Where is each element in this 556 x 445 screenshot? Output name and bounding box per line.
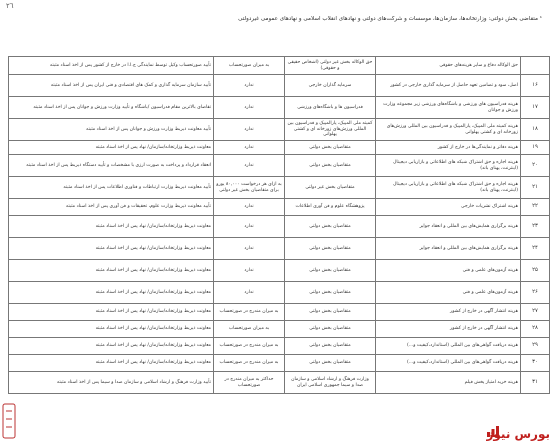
row-description: تأیید صورتحساب وکیل توسط نمایندگی ج.ا.ا در خارج از کشور پس از اخذ اسناد مثبته xyxy=(9,57,214,75)
row-payer: متقاضیان بخش دولتی xyxy=(285,260,376,282)
row-description: تقاضای بالاترین مقام فدراسیون /باشگاه و تأیید وزارت ورزش و جوانان پس از اخذ اسناد مثبته xyxy=(9,97,214,119)
row-title: حق الوکاله دفاع و سایر هزینه‌های حقوقی xyxy=(376,57,521,75)
row-number xyxy=(521,57,550,75)
row-title: هزینه برگزاری همایش‌های بین المللی و انعقاد جوایز xyxy=(376,216,521,238)
row-rate: به میزان مندرج در صورتحساب xyxy=(214,355,285,372)
row-number: ۱۹ xyxy=(521,141,550,155)
row-number: ۲۲ xyxy=(521,199,550,216)
row-rate: ندارد xyxy=(214,97,285,119)
logo-text: بورس نیوز xyxy=(486,427,550,441)
row-rate: ندارد xyxy=(214,216,285,238)
row-payer: سرمایه گذاران خارجی xyxy=(285,75,376,97)
row-description: تأیید معاونت ذیربط وزارت ورزش و جوانان پس از اخذ اسناد مثبته xyxy=(9,119,214,141)
row-number: ۱۸ xyxy=(521,119,550,141)
row-rate: ندارد xyxy=(214,199,285,216)
row-title: هزینه اجاره و حق اشتراک شبکه های اطلاعاتی و بازاریابی دیجیتال (اینترنت، پهنای باند) xyxy=(376,177,521,199)
row-number: ۱۷ xyxy=(521,97,550,119)
table-row xyxy=(9,238,550,260)
row-number: ۲۱ xyxy=(521,177,550,199)
row-title: هزینه دفاتر و نمایندگی‌ها در خارج از کشور xyxy=(376,141,521,155)
row-description: تأیید وزارت فرهنگ و ارشاد اسلامی و سازمان صدا و سیما پس از اخذ اسناد مثبته xyxy=(9,372,214,394)
row-payer: کمیته ملی المپیک، پارالمپیک و فدراسیون بین المللی ورزش‌های زورخانه ای و کشتی پهلوانی xyxy=(285,119,376,141)
row-payer: متقاضیان بخش غیر دولتی xyxy=(285,177,376,199)
row-number: ۲۸ xyxy=(521,321,550,338)
table-row xyxy=(9,282,550,304)
table-row xyxy=(9,304,550,321)
row-title: هزینه اشتراک نشریات خارجی xyxy=(376,199,521,216)
page-number: ٢٦ xyxy=(6,2,14,10)
row-rate: به میزان صورتحساب xyxy=(214,321,285,338)
watermark-logo xyxy=(478,415,550,441)
row-payer: متقاضیان بخش دولتی xyxy=(285,216,376,238)
row-payer: متقاضیان بخش دولتی xyxy=(285,321,376,338)
table-row xyxy=(9,119,550,141)
table-row xyxy=(9,355,550,372)
row-number: ۲۷ xyxy=(521,304,550,321)
row-title: هزینه انتشار آگهی در خارج از کشور xyxy=(376,321,521,338)
row-payer: پژوهشگاه علوم و فن آوری اطلاعات xyxy=(285,199,376,216)
row-title: هزینه برگزاری همایش‌های بین المللی و انعقاد جوایز xyxy=(376,238,521,260)
row-title: هزینه دریافت گواهی‌های بین المللی (استاندارد،کیفیت و...) xyxy=(376,355,521,372)
row-number: ۲۰ xyxy=(521,155,550,177)
footnote: ¹ متقاضی بخش دولتی: وزارتخانه‌ها، سازمان‌ها، موسسات و شرکت‌های دولتی و نهادهای انقلاب اسلامی و نهادهای عمومی غیردولتی xyxy=(238,16,542,22)
table-row xyxy=(9,199,550,216)
row-rate: حداکثر به میزان مندرج در صورتحساب xyxy=(214,372,285,394)
row-payer: متقاضیان بخش دولتی xyxy=(285,355,376,372)
table-row xyxy=(9,97,550,119)
row-rate: ندارد xyxy=(214,119,285,141)
row-title: هزینه فدراسیون های ورزشی و باشگاه‌های ورزشی زیر مجموعه وزارت ورزش و جوانان xyxy=(376,97,521,119)
row-title: اصل، سود و تضامین تعهد حاصل از سرمایه گذاری خارجی در کشور xyxy=(376,75,521,97)
row-title: هزینه آزمون‌های علمی و فنی xyxy=(376,282,521,304)
row-payer: متقاضیان بخش دولتی xyxy=(285,141,376,155)
row-number: ۲۳ xyxy=(521,216,550,238)
side-stamp xyxy=(2,403,16,439)
row-payer: وزارت فرهنگ و ارشاد اسلامی و سازمان صدا و سیما جمهوری اسلامی ایران xyxy=(285,372,376,394)
table-row xyxy=(9,57,550,75)
row-rate: ندارد xyxy=(214,141,285,155)
table-row xyxy=(9,75,550,97)
row-payer: متقاضیان بخش دولتی xyxy=(285,338,376,355)
row-rate: به میزان مندرج در صورتحساب xyxy=(214,338,285,355)
row-payer: متقاضیان بخش دولتی xyxy=(285,282,376,304)
row-rate: ندارد xyxy=(214,282,285,304)
row-description: تأیید معاونت ذیربط وزارت علوم، تحقیقات و فن آوری پس از اخذ اسناد مثبته xyxy=(9,199,214,216)
row-rate: به میزان مندرج در صورتحساب xyxy=(214,304,285,321)
row-rate: ندارد xyxy=(214,75,285,97)
row-title: هزینه آزمون‌های علمی و فنی xyxy=(376,260,521,282)
row-description: تأیید معاونت ذیربط وزارت ارتباطات و فناوری اطلاعات پس از اخذ اسناد مثبته xyxy=(9,177,214,199)
row-description: معاونت ذیربط وزارتخانه/سازمان/ نهاد پس از اخذ اسناد مثبته xyxy=(9,321,214,338)
row-description: معاونت ذیربط وزارتخانه/سازمان/ نهاد پس از اخذ اسناد مثبته xyxy=(9,304,214,321)
table-row xyxy=(9,155,550,177)
row-rate: به ازای هر درخواست ۸۰,۰۰۰ یورو برای متقاضیان بخش غیر دولتی xyxy=(214,177,285,199)
table-row xyxy=(9,260,550,282)
row-title: هزینه کمیته ملی المپیک، پارالمپیک و فدراسیون بین المللی ورزش‌های زورخانه ای و کشتی پهلوانی xyxy=(376,119,521,141)
row-description: معاونت ذیربط وزارتخانه/سازمان/ نهاد پس از اخذ اسناد مثبته xyxy=(9,216,214,238)
row-payer: حق الوکاله بخش غیر دولتی (اشخاص حقیقی و حقوقی) xyxy=(285,57,376,75)
table-row xyxy=(9,372,550,394)
row-rate: به میزان صورتحساب xyxy=(214,57,285,75)
row-payer: متقاضیان بخش دولتی xyxy=(285,155,376,177)
row-number: ۲۵ xyxy=(521,260,550,282)
row-number: ۲۶ xyxy=(521,282,550,304)
row-rate: ندارد xyxy=(214,155,285,177)
row-rate: ندارد xyxy=(214,260,285,282)
row-description: معاونت ذیربط وزارتخانه/سازمان/ نهاد پس از اخذ اسناد مثبته xyxy=(9,141,214,155)
row-number: ۲۴ xyxy=(521,238,550,260)
row-description: معاونت ذیربط وزارتخانه/سازمان/ نهاد پس از اخذ اسناد مثبته xyxy=(9,260,214,282)
row-number: ۳۱ xyxy=(521,372,550,394)
row-number: ۲۹ xyxy=(521,338,550,355)
stamp-mark-icon xyxy=(2,403,16,439)
row-payer: فدراسیون ها و باشگاه‌های ورزشی xyxy=(285,97,376,119)
row-payer: متقاضیان بخش دولتی xyxy=(285,304,376,321)
table-row xyxy=(9,141,550,155)
row-title: هزینه انتشار آگهی در خارج از کشور xyxy=(376,304,521,321)
row-description: انعقاد قرارداد و پرداخت به صورت ارزی با مشخصات و تأیید دستگاه ذیربط پس از اخذ اسناد مثبته xyxy=(9,155,214,177)
table-row xyxy=(9,321,550,338)
row-description: معاونت ذیربط وزارتخانه/سازمان/ نهاد پس از اخذ اسناد مثبته xyxy=(9,355,214,372)
regulation-table xyxy=(8,56,550,394)
row-number: ۱۶ xyxy=(521,75,550,97)
table-row xyxy=(9,338,550,355)
row-description: تأیید سازمان سرمایه گذاری و کمک های اقتصادی و فنی ایران پس از اخذ اسناد مثبته xyxy=(9,75,214,97)
row-title: هزینه اجاره و حق اشتراک شبکه های اطلاعاتی و بازاریابی دیجیتال (اینترنت، پهنای باند) xyxy=(376,155,521,177)
row-title: هزینه دریافت گواهی‌های بین المللی (استاندارد،کیفیت و...) xyxy=(376,338,521,355)
row-description: معاونت ذیربط وزارتخانه/سازمان/ نهاد پس از اخذ اسناد مثبته xyxy=(9,338,214,355)
row-description: معاونت ذیربط وزارتخانه/سازمان/ نهاد پس از اخذ اسناد مثبته xyxy=(9,282,214,304)
row-rate: ندارد xyxy=(214,238,285,260)
table-row xyxy=(9,216,550,238)
row-description: معاونت ذیربط وزارتخانه/سازمان/ نهاد پس از اخذ اسناد مثبته xyxy=(9,238,214,260)
row-payer: متقاضیان بخش دولتی xyxy=(285,238,376,260)
table-row xyxy=(9,177,550,199)
row-title: هزینه خرید امتیاز پخش فیلم xyxy=(376,372,521,394)
row-number: ۳۰ xyxy=(521,355,550,372)
